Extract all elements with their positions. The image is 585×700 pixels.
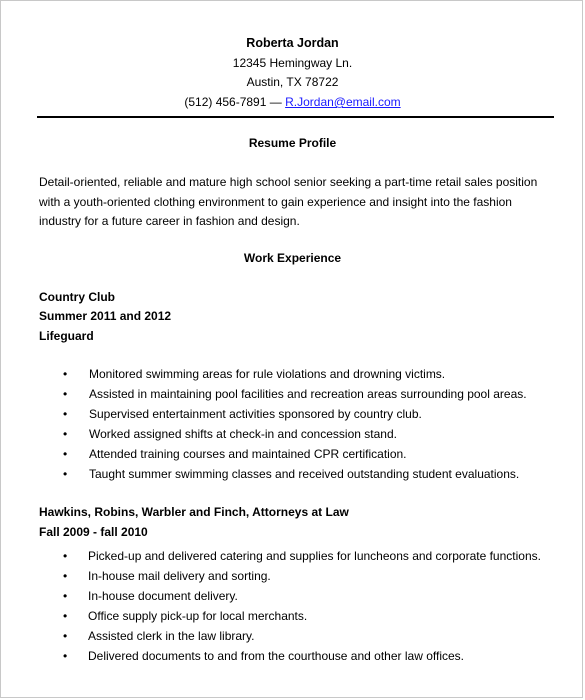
bullet-marker: •	[63, 609, 68, 623]
city-state-zip: Austin, TX 78722	[246, 75, 339, 89]
bullet-marker: •	[63, 569, 68, 583]
resume-name: Roberta Jordan	[246, 36, 339, 50]
phone-number: (512) 456-7891 —	[184, 95, 282, 109]
list-item: Delivered documents to and from the courthouse and other law offices.	[88, 649, 464, 663]
header-divider	[37, 116, 554, 118]
job-employer: Hawkins, Robins, Warbler and Finch, Attorneys at Law	[39, 505, 349, 519]
street-address: 12345 Hemingway Ln.	[232, 56, 353, 70]
email-link[interactable]: R.Jordan@email.com	[285, 95, 401, 109]
list-item: Assisted in maintaining pool facilities and recreation areas surrounding pool areas.	[89, 387, 527, 401]
list-item: Attended training courses and maintained CPR certification.	[89, 447, 407, 461]
list-item: Taught summer swimming classes and received outstanding student evaluations.	[89, 467, 520, 481]
bullet-marker: •	[63, 467, 68, 481]
bullet-marker: •	[63, 589, 68, 603]
bullet-marker: •	[63, 427, 68, 441]
job-title: Lifeguard	[39, 329, 94, 343]
list-item: Picked-up and delivered catering and supplies for luncheons and corporate functions.	[88, 549, 541, 563]
job-dates: Fall 2009 - fall 2010	[39, 525, 148, 539]
profile-heading: Resume Profile	[248, 136, 337, 150]
bullet-marker: •	[63, 649, 68, 663]
list-item: Worked assigned shifts at check-in and concession stand.	[89, 427, 397, 441]
work-heading: Work Experience	[243, 251, 342, 265]
profile-text: Detail-oriented, reliable and mature high school senior seeking a part-time retail sales position with a youth-oriented clothing environment to gain experience and insight into the fashion industry for a future career in fashion and design.	[39, 175, 538, 229]
list-item: In-house document delivery.	[88, 589, 238, 603]
list-item: Supervised entertainment activities sponsored by country club.	[89, 407, 422, 421]
bullet-marker: •	[63, 387, 68, 401]
bullet-marker: •	[63, 367, 68, 381]
bullet-marker: •	[63, 549, 68, 563]
list-item: In-house mail delivery and sorting.	[88, 569, 271, 583]
list-item: Monitored swimming areas for rule violations and drowning victims.	[89, 367, 446, 381]
list-item: Office supply pick-up for local merchants.	[88, 609, 308, 623]
job-employer: Country Club	[39, 290, 115, 304]
contact-line	[1, 95, 584, 109]
job-dates: Summer 2011 and 2012	[39, 309, 172, 323]
bullet-marker: •	[63, 629, 68, 643]
bullet-marker: •	[63, 407, 68, 421]
list-item: Assisted clerk in the law library.	[88, 629, 255, 643]
bullet-marker: •	[63, 447, 68, 461]
